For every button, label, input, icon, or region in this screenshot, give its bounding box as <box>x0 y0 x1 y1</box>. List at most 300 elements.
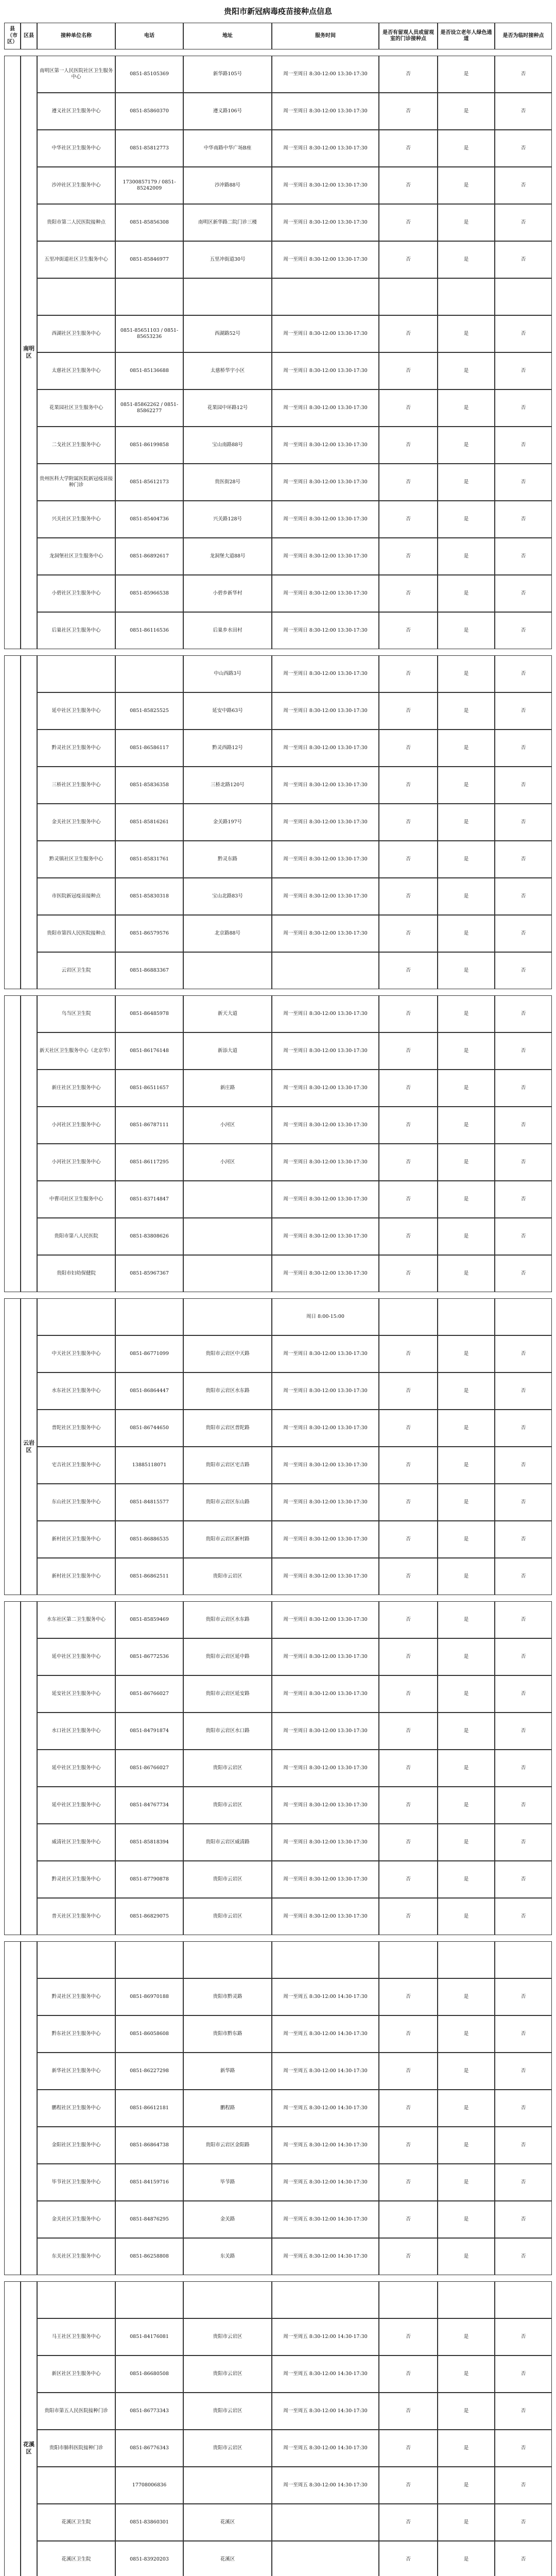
address-cell: 贵阳市云岩区延安路 <box>183 1675 272 1713</box>
elderly-channel-cell: 是 <box>438 464 495 501</box>
site-name-cell: 延中社区卫生服务中心 <box>37 1750 115 1787</box>
district-cell <box>21 655 37 989</box>
address-cell: 遵义路106号 <box>183 93 272 130</box>
elderly-channel-cell: 是 <box>438 2393 495 2430</box>
temporary-site-cell: 否 <box>495 1787 552 1824</box>
address-cell <box>183 2281 272 2318</box>
address-cell: 贵阳市云岩区东山路 <box>183 1484 272 1521</box>
temporary-site-cell: 否 <box>495 130 552 167</box>
observation-cell: 否 <box>379 575 438 612</box>
service-time-cell: 周一至周日 8:30-12:00 13:30-17:30 <box>272 1750 379 1787</box>
temporary-site-cell: 否 <box>495 241 552 278</box>
address-cell: 花溪区 <box>183 2541 272 2576</box>
site-name-cell: 黔灵镇社区卫生服务中心 <box>37 841 115 878</box>
temporary-site-cell: 否 <box>495 1107 552 1144</box>
service-time-cell <box>272 2504 379 2541</box>
site-name-cell: 中华社区卫生服务中心 <box>37 130 115 167</box>
observation-cell: 否 <box>379 538 438 575</box>
site-name-cell: 宅吉社区卫生服务中心 <box>37 1447 115 1484</box>
temporary-site-cell: 否 <box>495 767 552 804</box>
phone-cell: 0851-86892617 <box>115 538 183 575</box>
address-cell: 小碧乡新华村 <box>183 575 272 612</box>
site-name-cell: 中天社区卫生服务中心 <box>37 1335 115 1372</box>
site-name-cell: 小河社区卫生服务中心 <box>37 1144 115 1181</box>
address-cell: 贵阳市云岩区水口路 <box>183 1713 272 1750</box>
observation-cell: 否 <box>379 2164 438 2201</box>
elderly-channel-cell: 是 <box>438 204 495 241</box>
site-name-cell: 二戈社区卫生服务中心 <box>37 427 115 464</box>
service-time-cell: 周一至周日 8:30-12:00 13:30-17:30 <box>272 1824 379 1861</box>
temporary-site-cell: 否 <box>495 2238 552 2275</box>
observation-cell: 否 <box>379 841 438 878</box>
temporary-site-cell: 否 <box>495 995 552 1032</box>
observation-cell: 否 <box>379 352 438 389</box>
address-cell: 新华路105号 <box>183 56 272 93</box>
phone-cell: 0851-86680508 <box>115 2355 183 2393</box>
temporary-site-cell: 否 <box>495 1032 552 1070</box>
service-time-cell: 周一至周日 8:30-12:00 13:30-17:30 <box>272 130 379 167</box>
elderly-channel-cell: 是 <box>438 1218 495 1255</box>
address-cell: 贵阳市黔东路 <box>183 2015 272 2053</box>
observation-cell: 否 <box>379 315 438 352</box>
address-cell: 花果园中环路12号 <box>183 389 272 427</box>
address-cell: 延安中路63号 <box>183 692 272 730</box>
phone-cell: 0851-86117295 <box>115 1144 183 1181</box>
address-cell: 宝山北路83号 <box>183 878 272 915</box>
elderly-channel-cell: 是 <box>438 1410 495 1447</box>
observation-cell: 否 <box>379 1447 438 1484</box>
observation-cell: 否 <box>379 1898 438 1935</box>
site-name-cell: 南明区第一人民医院社区卫生服务中心 <box>37 56 115 93</box>
observation-cell: 否 <box>379 1335 438 1372</box>
observation-cell: 否 <box>379 1144 438 1181</box>
elderly-channel-cell: 是 <box>438 2053 495 2090</box>
observation-cell: 否 <box>379 730 438 767</box>
temporary-site-cell: 否 <box>495 2053 552 2090</box>
phone-cell: 0851-84159716 <box>115 2164 183 2201</box>
phone-cell: 0851-86862511 <box>115 1558 183 1595</box>
site-name-cell: 贵阳市第八人民医院 <box>37 1218 115 1255</box>
service-time-cell: 周一至周五 8:30-12:00 14:30-17:30 <box>272 2430 379 2467</box>
address-cell <box>183 278 272 315</box>
temporary-site-cell: 否 <box>495 2541 552 2576</box>
elderly-channel-cell: 是 <box>438 1898 495 1935</box>
temporary-site-cell: 否 <box>495 2201 552 2238</box>
phone-cell: 0851-86772536 <box>115 1638 183 1675</box>
address-cell: 金关路 <box>183 2201 272 2238</box>
observation-cell: 否 <box>379 1675 438 1713</box>
block-index-cell <box>4 1941 21 2275</box>
elderly-channel-cell: 是 <box>438 1601 495 1638</box>
phone-cell: 0851-85856308 <box>115 204 183 241</box>
address-cell <box>183 2467 272 2504</box>
elderly-channel-cell: 是 <box>438 1675 495 1713</box>
elderly-channel-cell: 是 <box>438 538 495 575</box>
address-cell: 贵阳市云岩区水东路 <box>183 1601 272 1638</box>
observation-cell: 否 <box>379 2393 438 2430</box>
header-cell: 地址 <box>183 23 272 49</box>
service-time-cell: 周一至周日 8:30-12:00 13:30-17:30 <box>272 427 379 464</box>
temporary-site-cell: 否 <box>495 730 552 767</box>
address-cell: 沙冲路88号 <box>183 167 272 204</box>
elderly-channel-cell: 是 <box>438 93 495 130</box>
elderly-channel-cell: 是 <box>438 1787 495 1824</box>
service-time-cell: 周一至周日 8:30-12:00 13:30-17:30 <box>272 1335 379 1372</box>
phone-cell: 0851-86773343 <box>115 2393 183 2430</box>
service-time-cell <box>272 278 379 315</box>
address-cell: 贵医街28号 <box>183 464 272 501</box>
site-name-cell: 后巢社区卫生服务中心 <box>37 612 115 649</box>
phone-cell: 0851-83920203 <box>115 2541 183 2576</box>
observation-cell: 否 <box>379 995 438 1032</box>
district-cell <box>21 1941 37 2275</box>
service-time-cell: 周一至周日 8:30-12:00 13:30-17:30 <box>272 1675 379 1713</box>
address-cell: 兴关路128号 <box>183 501 272 538</box>
observation-cell: 否 <box>379 1410 438 1447</box>
observation-cell: 否 <box>379 1750 438 1787</box>
temporary-site-cell: 否 <box>495 167 552 204</box>
site-name-cell: 新区社区卫生服务中心 <box>37 2355 115 2393</box>
service-time-cell <box>272 1941 379 1978</box>
observation-cell: 否 <box>379 204 438 241</box>
address-cell: 后巢乡水田村 <box>183 612 272 649</box>
phone-cell: 0851-86864738 <box>115 2127 183 2164</box>
phone-cell: 0851-86176148 <box>115 1032 183 1070</box>
service-time-cell: 周一至周日 8:30-12:00 13:30-17:30 <box>272 1255 379 1292</box>
temporary-site-cell: 否 <box>495 1410 552 1447</box>
site-name-cell: 三桥社区卫生服务中心 <box>37 767 115 804</box>
temporary-site-cell: 否 <box>495 575 552 612</box>
temporary-site-cell: 否 <box>495 1824 552 1861</box>
address-cell: 三桥北路120号 <box>183 767 272 804</box>
observation-cell: 否 <box>379 2238 438 2275</box>
address-cell: 新庄路 <box>183 1070 272 1107</box>
temporary-site-cell: 否 <box>495 1521 552 1558</box>
temporary-site-cell: 否 <box>495 841 552 878</box>
address-cell: 五里冲街道30号 <box>183 241 272 278</box>
phone-cell: 0851-86970188 <box>115 1978 183 2015</box>
service-time-cell: 周一至周五 8:30-12:00 14:30-17:30 <box>272 2467 379 2504</box>
observation-cell: 否 <box>379 2318 438 2355</box>
site-name-cell <box>37 655 115 692</box>
service-time-cell: 周一至周日 8:30-12:00 13:30-17:30 <box>272 575 379 612</box>
service-time-cell: 周一至周日 8:30-12:00 13:30-17:30 <box>272 612 379 649</box>
address-cell <box>183 1218 272 1255</box>
temporary-site-cell: 否 <box>495 915 552 952</box>
elderly-channel-cell: 是 <box>438 1447 495 1484</box>
phone-cell: 0851-85966538 <box>115 575 183 612</box>
temporary-site-cell: 否 <box>495 2393 552 2430</box>
service-time-cell: 周一至周日 8:30-12:00 13:30-17:30 <box>272 1638 379 1675</box>
observation-cell: 否 <box>379 1218 438 1255</box>
service-time-cell: 周一至周日 8:30-12:00 13:30-17:30 <box>272 730 379 767</box>
site-name-cell: 水东社区第二卫生服务中心 <box>37 1601 115 1638</box>
elderly-channel-cell: 是 <box>438 2467 495 2504</box>
temporary-site-cell <box>495 2281 552 2318</box>
site-name-cell: 黔灵社区卫生服务中心 <box>37 730 115 767</box>
service-time-cell: 周一至周日 8:30-12:00 13:30-17:30 <box>272 1601 379 1638</box>
site-name-cell: 黔东社区卫生服务中心 <box>37 2015 115 2053</box>
block-index-cell <box>4 56 21 649</box>
temporary-site-cell: 否 <box>495 1372 552 1410</box>
phone-cell: 17708006836 <box>115 2467 183 2504</box>
elderly-channel-cell: 是 <box>438 995 495 1032</box>
phone-cell: 0851-85651103 / 0851-85653236 <box>115 315 183 352</box>
observation-cell: 否 <box>379 1484 438 1521</box>
address-cell: 南明区新华路二院门诊三楼 <box>183 204 272 241</box>
elderly-channel-cell: 是 <box>438 1558 495 1595</box>
temporary-site-cell: 否 <box>495 1601 552 1638</box>
elderly-channel-cell: 是 <box>438 1107 495 1144</box>
address-cell: 贵阳市云岩区延中路 <box>183 1638 272 1675</box>
observation-cell: 否 <box>379 767 438 804</box>
phone-cell <box>115 278 183 315</box>
temporary-site-cell: 否 <box>495 464 552 501</box>
elderly-channel-cell: 是 <box>438 501 495 538</box>
elderly-channel-cell: 是 <box>438 730 495 767</box>
service-time-cell: 周一至周日 8:30-12:00 13:30-17:30 <box>272 1070 379 1107</box>
address-cell: 新添大道 <box>183 1032 272 1070</box>
phone-cell: 0851-83714847 <box>115 1181 183 1218</box>
service-time-cell: 周一至周五 8:30-12:00 14:30-17:30 <box>272 2238 379 2275</box>
temporary-site-cell: 否 <box>495 1070 552 1107</box>
site-name-cell: 黔灵社区卫生服务中心 <box>37 1861 115 1898</box>
service-time-cell: 周一至周五 8:30-12:00 14:30-17:30 <box>272 2053 379 2090</box>
temporary-site-cell: 否 <box>495 2164 552 2201</box>
temporary-site-cell: 否 <box>495 1447 552 1484</box>
service-time-cell: 周一至周日 8:30-12:00 13:30-17:30 <box>272 56 379 93</box>
site-name-cell: 鹏程社区卫生服务中心 <box>37 2090 115 2127</box>
temporary-site-cell: 否 <box>495 952 552 989</box>
site-name-cell: 新村社区卫生服务中心 <box>37 1521 115 1558</box>
service-time-cell: 周一至周日 8:30-12:00 13:30-17:30 <box>272 1898 379 1935</box>
observation-cell: 否 <box>379 2015 438 2053</box>
address-cell: 贵阳市云岩区金阳路 <box>183 2127 272 2164</box>
site-name-cell: 花溪区卫生院 <box>37 2541 115 2576</box>
phone-cell: 0851-86776343 <box>115 2430 183 2467</box>
observation-cell: 否 <box>379 2541 438 2576</box>
address-cell: 花溪区 <box>183 2504 272 2541</box>
header-cell: 电话 <box>115 23 183 49</box>
observation-cell: 否 <box>379 1638 438 1675</box>
address-cell: 宝山南路88号 <box>183 427 272 464</box>
site-name-cell: 小河社区卫生服务中心 <box>37 1107 115 1144</box>
address-cell: 贵阳市云岩区 <box>183 1750 272 1787</box>
elderly-channel-cell: 是 <box>438 2541 495 2576</box>
phone-cell: 0851-85846977 <box>115 241 183 278</box>
site-name-cell: 普陀社区卫生服务中心 <box>37 1410 115 1447</box>
service-time-cell: 周一至周日 8:30-12:00 13:30-17:30 <box>272 1218 379 1255</box>
phone-cell: 0851-85967367 <box>115 1255 183 1292</box>
block-index-cell <box>4 995 21 1292</box>
observation-cell: 否 <box>379 241 438 278</box>
temporary-site-cell: 否 <box>495 1638 552 1675</box>
site-name-cell: 贵阳市第四人民医院接种点 <box>37 915 115 952</box>
elderly-channel-cell: 是 <box>438 804 495 841</box>
service-time-cell: 周一至周日 8:30-12:00 13:30-17:30 <box>272 1521 379 1558</box>
observation-cell: 否 <box>379 1255 438 1292</box>
service-time-cell: 周一至周日 8:30-12:00 13:30-17:30 <box>272 501 379 538</box>
observation-cell: 否 <box>379 612 438 649</box>
service-time-cell: 周一至周日 8:30-12:00 13:30-17:30 <box>272 878 379 915</box>
elderly-channel-cell: 是 <box>438 1255 495 1292</box>
temporary-site-cell: 否 <box>495 1181 552 1218</box>
temporary-site-cell: 否 <box>495 427 552 464</box>
phone-cell: 0851-86787111 <box>115 1107 183 1144</box>
phone-cell: 0851-86579576 <box>115 915 183 952</box>
phone-cell: 17300857179 / 0851-85242009 <box>115 167 183 204</box>
phone-cell: 0851-85816261 <box>115 804 183 841</box>
address-cell: 贵阳市云岩区普陀路 <box>183 1410 272 1447</box>
site-name-cell: 马王社区卫生服务中心 <box>37 2318 115 2355</box>
temporary-site-cell: 否 <box>495 804 552 841</box>
temporary-site-cell: 否 <box>495 1861 552 1898</box>
block-index-cell <box>4 655 21 989</box>
elderly-channel-cell: 是 <box>438 952 495 989</box>
site-name-cell: 兴关社区卫生服务中心 <box>37 501 115 538</box>
phone-cell: 0851-86829075 <box>115 1898 183 1935</box>
observation-cell: 否 <box>379 1372 438 1410</box>
observation-cell: 否 <box>379 1861 438 1898</box>
service-time-cell: 周一至周五 8:30-12:00 14:30-17:30 <box>272 2201 379 2238</box>
temporary-site-cell: 否 <box>495 315 552 352</box>
site-name-cell: 水口社区卫生服务中心 <box>37 1713 115 1750</box>
temporary-site-cell: 否 <box>495 692 552 730</box>
elderly-channel-cell: 是 <box>438 167 495 204</box>
temporary-site-cell: 否 <box>495 204 552 241</box>
site-name-cell: 西湖社区卫生服务中心 <box>37 315 115 352</box>
observation-cell: 否 <box>379 1107 438 1144</box>
phone-cell: 13885118071 <box>115 1447 183 1484</box>
page-title: 贵阳市新冠病毒疫苗接种点信息 <box>223 7 332 16</box>
elderly-channel-cell: 是 <box>438 2201 495 2238</box>
address-cell: 贵阳市云岩区 <box>183 2393 272 2430</box>
service-time-cell: 周日 8:00-15:00 <box>272 1298 379 1335</box>
site-name-cell: 花果园社区卫生服务中心 <box>37 389 115 427</box>
elderly-channel-cell: 是 <box>438 841 495 878</box>
phone-cell: 0851-86883367 <box>115 952 183 989</box>
observation-cell: 否 <box>379 915 438 952</box>
temporary-site-cell: 否 <box>495 2127 552 2164</box>
phone-cell <box>115 1298 183 1335</box>
observation-cell: 否 <box>379 692 438 730</box>
site-name-cell: 金阳社区卫生服务中心 <box>37 2127 115 2164</box>
temporary-site-cell: 否 <box>495 2467 552 2504</box>
site-name-cell: 东关社区卫生服务中心 <box>37 2238 115 2275</box>
site-name-cell <box>37 2281 115 2318</box>
temporary-site-cell: 否 <box>495 56 552 93</box>
observation-cell: 否 <box>379 2467 438 2504</box>
elderly-channel-cell: 是 <box>438 1978 495 2015</box>
site-name-cell: 贵阳市妇幼保健院 <box>37 1255 115 1292</box>
observation-cell <box>379 1941 438 1978</box>
service-time-cell: 周一至周五 8:30-12:00 14:30-17:30 <box>272 2127 379 2164</box>
temporary-site-cell: 否 <box>495 1978 552 2015</box>
address-cell: 贵阳市云岩区威清路 <box>183 1824 272 1861</box>
service-time-cell: 周一至周日 8:30-12:00 13:30-17:30 <box>272 1410 379 1447</box>
phone-cell: 0851-86766027 <box>115 1750 183 1787</box>
header-cell: 是否为临时接种点 <box>495 23 552 49</box>
elderly-channel-cell: 是 <box>438 1335 495 1372</box>
address-cell: 黔灵西路12号 <box>183 730 272 767</box>
service-time-cell: 周一至周日 8:30-12:00 13:30-17:30 <box>272 767 379 804</box>
address-cell: 贵阳市云岩区 <box>183 1898 272 1935</box>
phone-cell: 0851-86199858 <box>115 427 183 464</box>
header-cell: 是否有留观人员或留观室的门诊接种点 <box>379 23 438 49</box>
observation-cell: 否 <box>379 2127 438 2164</box>
address-cell: 贵阳市云岩区新村路 <box>183 1521 272 1558</box>
site-name-cell: 水东社区卫生服务中心 <box>37 1372 115 1410</box>
temporary-site-cell: 否 <box>495 352 552 389</box>
service-time-cell: 周一至周日 8:30-12:00 13:30-17:30 <box>272 1032 379 1070</box>
observation-cell: 否 <box>379 167 438 204</box>
elderly-channel-cell: 是 <box>438 1750 495 1787</box>
address-cell: 黔灵东路 <box>183 841 272 878</box>
service-time-cell: 周一至周日 8:30-12:00 13:30-17:30 <box>272 1447 379 1484</box>
site-name-cell: 太慈社区卫生服务中心 <box>37 352 115 389</box>
phone-cell: 0851-85860370 <box>115 93 183 130</box>
site-name-cell: 龙洞堡社区卫生服务中心 <box>37 538 115 575</box>
observation-cell: 否 <box>379 464 438 501</box>
block-index-cell <box>4 1298 21 1595</box>
site-name-cell: 沙冲社区卫生服务中心 <box>37 167 115 204</box>
service-time-cell: 周一至周五 8:30-12:00 14:30-17:30 <box>272 2015 379 2053</box>
site-name-cell: 市医院新冠疫苗接种点 <box>37 878 115 915</box>
address-cell: 小河区 <box>183 1144 272 1181</box>
temporary-site-cell: 否 <box>495 2504 552 2541</box>
site-name-cell: 贵阳市肺科医院接种门诊 <box>37 2430 115 2467</box>
district-cell: 云岩区 <box>21 1298 37 1595</box>
elderly-channel-cell: 是 <box>438 2355 495 2393</box>
observation-cell <box>379 2281 438 2318</box>
site-name-cell: 云岩区卫生院 <box>37 952 115 989</box>
address-cell: 贵阳市云岩区 <box>183 2355 272 2393</box>
vaccination-table <box>4 23 552 2576</box>
address-cell: 贵阳市云岩区宅吉路 <box>183 1447 272 1484</box>
site-name-cell: 花溪区卫生院 <box>37 2504 115 2541</box>
elderly-channel-cell: 是 <box>438 1713 495 1750</box>
phone-cell: 0851-85831761 <box>115 841 183 878</box>
observation-cell: 否 <box>379 1601 438 1638</box>
site-name-cell: 东山社区卫生服务中心 <box>37 1484 115 1521</box>
temporary-site-cell: 否 <box>495 1558 552 1595</box>
phone-cell: 0851-85612173 <box>115 464 183 501</box>
address-cell: 贵阳市云岩区 <box>183 2430 272 2467</box>
service-time-cell: 周一至周五 8:30-12:00 14:30-17:30 <box>272 2164 379 2201</box>
observation-cell <box>379 1298 438 1335</box>
elderly-channel-cell: 是 <box>438 1638 495 1675</box>
site-name-cell: 小碧社区卫生服务中心 <box>37 575 115 612</box>
temporary-site-cell <box>495 1941 552 1978</box>
site-name-cell: 黔灵社区卫生服务中心 <box>37 1978 115 2015</box>
header-cell: 是否设立老年人绿色通道 <box>438 23 495 49</box>
site-name-cell <box>37 1298 115 1335</box>
observation-cell: 否 <box>379 2355 438 2393</box>
observation-cell: 否 <box>379 1787 438 1824</box>
elderly-channel-cell: 是 <box>438 1372 495 1410</box>
phone-cell: 0851-86485978 <box>115 995 183 1032</box>
elderly-channel-cell: 是 <box>438 130 495 167</box>
service-time-cell: 周一至周日 8:30-12:00 13:30-17:30 <box>272 204 379 241</box>
site-name-cell: 贵阳市第二人民医院接种点 <box>37 204 115 241</box>
temporary-site-cell <box>495 278 552 315</box>
observation-cell: 否 <box>379 389 438 427</box>
address-cell <box>183 1181 272 1218</box>
service-time-cell: 周一至周日 8:30-12:00 13:30-17:30 <box>272 1181 379 1218</box>
phone-cell: 0851-84815577 <box>115 1484 183 1521</box>
site-name-cell: 乌当区卫生院 <box>37 995 115 1032</box>
address-cell: 新天大道 <box>183 995 272 1032</box>
